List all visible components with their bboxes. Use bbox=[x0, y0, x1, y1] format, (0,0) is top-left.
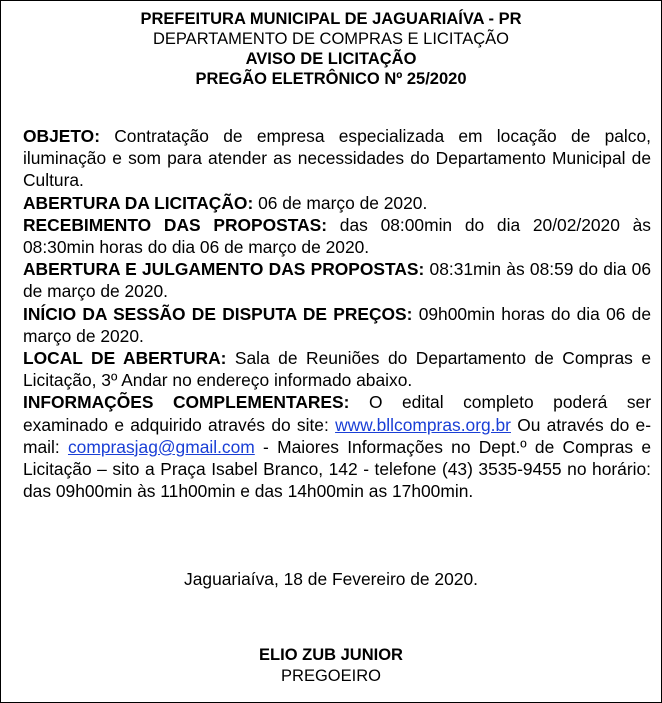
informacoes-text-3: - Maiores Informações no Dept.º de Compras e Licitação – sito a Praça Isabel Branco, 142 - telefone (43) 3535-9455 no horário: das 09h00min às 11h00min e das 14h00min as 17h00min. bbox=[23, 436, 651, 502]
notice-date: Jaguariaíva, 18 de Fevereiro de 2020. bbox=[184, 569, 478, 589]
julgamento-paragraph bbox=[23, 258, 651, 302]
signatory-name: ELIO ZUB JUNIOR bbox=[259, 646, 403, 664]
header-pregao: PREGÃO ELETRÔNICO Nº 25/2020 bbox=[195, 70, 467, 88]
abertura-text: 06 de março de 2020. bbox=[253, 192, 428, 213]
local-label: LOCAL DE ABERTURA: bbox=[23, 348, 227, 369]
inicio-paragraph bbox=[23, 303, 651, 347]
julgamento-label: ABERTURA E JULGAMENTO DAS PROPOSTAS: bbox=[23, 259, 425, 280]
email-link[interactable]: comprasjag@gmail.com bbox=[67, 436, 255, 457]
recebimento-paragraph bbox=[23, 214, 651, 258]
objeto-text: Contratação de empresa especializada em locação de palco, iluminação e som para atender as necessidades do Departamento Municipal de Cultura. bbox=[23, 126, 651, 191]
inicio-label: INÍCIO DA SESSÃO DE DISPUTA DE PREÇOS: bbox=[23, 303, 413, 324]
informacoes-label: INFORMAÇÕES COMPLEMENTARES: bbox=[23, 392, 350, 413]
abertura-label: ABERTURA DA LICITAÇÃO: bbox=[23, 192, 254, 213]
informacoes-text-1: O edital completo poderá ser examinado e adquirido através do site: bbox=[23, 392, 651, 435]
objeto-label: OBJETO: bbox=[23, 126, 100, 146]
signatory-role: PREGOEIRO bbox=[281, 667, 381, 685]
header-prefeitura: PREFEITURA MUNICIPAL DE JAGUARIAÍVA - PR bbox=[140, 10, 522, 28]
header-departamento: DEPARTAMENTO DE COMPRAS E LICITAÇÃO bbox=[152, 30, 510, 48]
site-link[interactable]: www.bllcompras.org.br bbox=[335, 414, 511, 435]
local-text: Sala de Reuniões do Departamento de Compras e Licitação, 3º Andar no endereço informado abaixo. bbox=[23, 348, 651, 391]
local-paragraph bbox=[23, 347, 651, 391]
inicio-text: 09h00min horas do dia 06 de março de 2020. bbox=[23, 303, 651, 346]
recebimento-label: RECEBIMENTO DAS PROPOSTAS: bbox=[23, 214, 328, 235]
header-aviso: AVISO DE LICITAÇÃO bbox=[245, 50, 417, 68]
objeto-paragraph bbox=[23, 125, 651, 192]
abertura-paragraph bbox=[23, 192, 651, 214]
notice-body bbox=[23, 125, 651, 502]
notice-header bbox=[1, 9, 661, 89]
informacoes-text-2: Ou através do e-mail: bbox=[23, 414, 651, 457]
recebimento-text: das 08:00min do dia 20/02/2020 às 08:30min horas do dia 06 de março de 2020. bbox=[23, 214, 651, 258]
julgamento-text: 08:31min às 08:59 do dia 06 de março de 2020. bbox=[23, 259, 652, 302]
informacoes-paragraph bbox=[23, 391, 651, 502]
